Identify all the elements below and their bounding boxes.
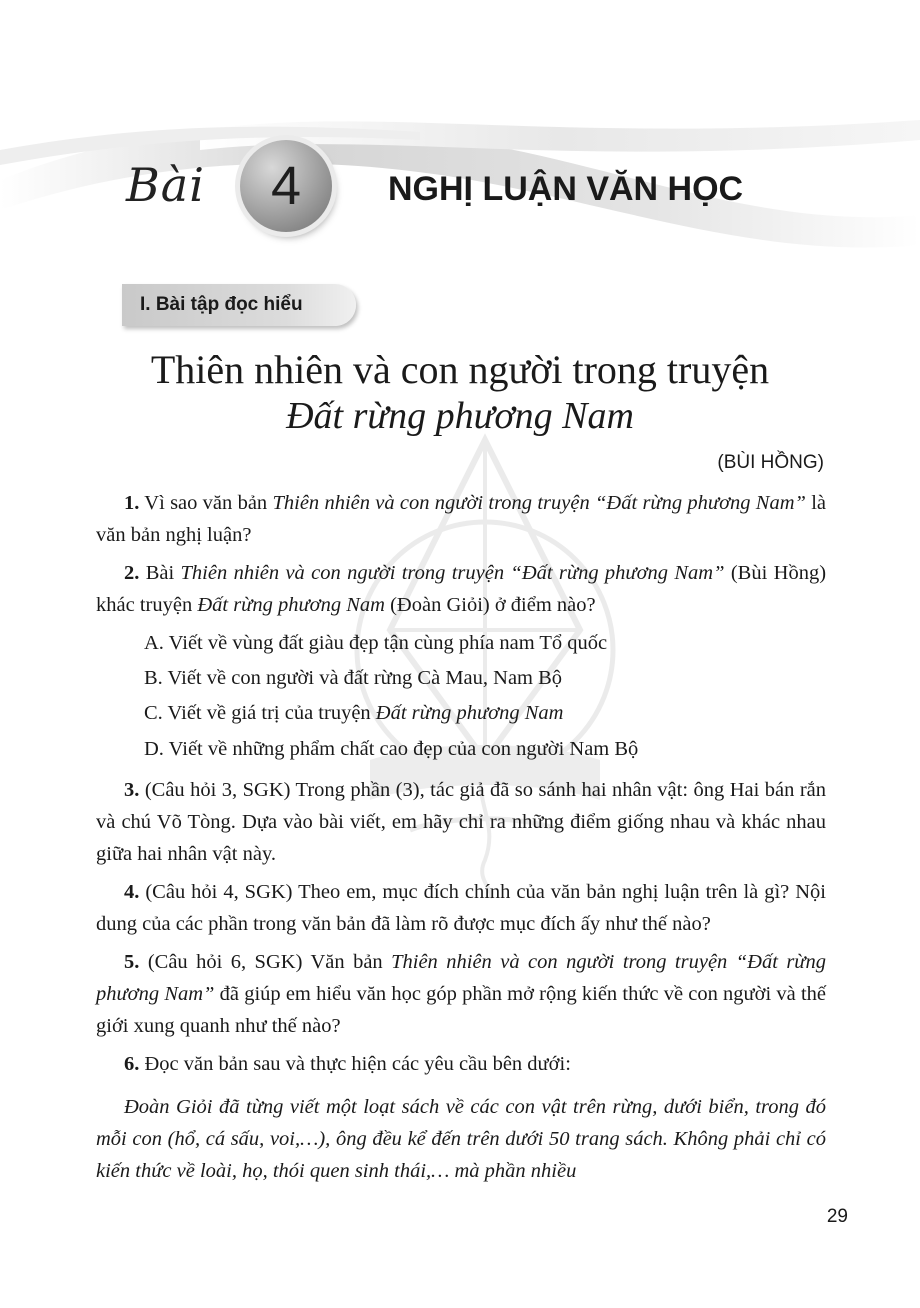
text-title-line2: Đất rừng phương Nam (286, 395, 634, 437)
question-number: 2. (124, 562, 140, 584)
question-1 (96, 487, 826, 551)
question-text: đã giúp em hiểu văn học góp phần mở rộng kiến thức về con người và thế giới xung quanh như thế nào? (96, 983, 826, 1037)
option-d: D. Viết về những phẩm chất cao đẹp của con người Nam Bộ (144, 738, 639, 760)
question-5 (96, 946, 826, 1042)
question-4 (96, 876, 826, 940)
option-b: B. Viết về con người và đất rừng Cà Mau, Nam Bộ (144, 667, 563, 689)
question-text: (Câu hỏi 4, SGK) Theo em, mục đích chính của văn bản nghị luận trên là gì? Nội dung của các phần trong văn bản đã làm rõ được mục đích ấy như thế nào? (96, 881, 826, 935)
question-italic-title: Đất rừng phương Nam (197, 594, 385, 616)
question-text: Đọc văn bản sau và thực hiện các yêu cầu bên dưới: (139, 1053, 571, 1075)
header-swoosh-decoration (0, 0, 920, 300)
question-text: (Câu hỏi 3, SGK) Trong phần (3), tác giả đã so sánh hai nhân vật: ông Hai bán rắn và chú Võ Tòng. Dựa vào bài viết, em hãy chỉ ra những điểm giống nhau và khác nhau giữa hai nhân vật này. (96, 779, 826, 865)
question-3 (96, 774, 826, 870)
lesson-word: Bài (126, 158, 205, 212)
question-italic-title: Thiên nhiên và con người trong truyện “Đất rừng phương Nam” (180, 562, 725, 584)
question-text: Bài (139, 562, 181, 584)
question-number: 4. (124, 881, 140, 903)
option-text: C. Viết về giá trị của truyện (144, 702, 376, 724)
lesson-number-badge (240, 140, 332, 232)
question-text: là văn bản nghị luận? (96, 492, 827, 546)
option-italic-title: Đất rừng phương Nam (375, 702, 564, 724)
question-number: 5. (124, 951, 140, 973)
question-text: (Câu hỏi 6, SGK) Văn bản (139, 951, 392, 973)
question-number: 1. (124, 492, 140, 514)
question-6 (96, 1048, 826, 1080)
question-italic-title: Thiên nhiên và con người trong truyện “Đất rừng phương Nam” (272, 492, 806, 514)
question-number: 3. (124, 779, 140, 801)
question-text: (Đoàn Giỏi) ở điểm nào? (384, 594, 596, 616)
question-text: Vì sao văn bản (139, 492, 273, 514)
lesson-number: 4 (270, 156, 302, 216)
question-number: 6. (124, 1053, 140, 1075)
option-a: A. Viết về vùng đất giàu đẹp tận cùng phía nam Tổ quốc (144, 632, 608, 654)
reading-passage: Đoàn Giỏi đã từng viết một loạt sách về các con vật trên rừng, dưới biển, trong đó mỗi con (hổ, cá sấu, voi,…), ông đều kể đến trên dưới 50 trang sách. Không phải chỉ có kiến thức về loài, họ, thói quen sinh thái,… mà phần nhiều (96, 1096, 826, 1182)
section-label: I. Bài tập đọc hiểu (140, 294, 303, 315)
text-title-line1: Thiên nhiên và con người trong truyện (150, 347, 770, 392)
question-text: (Bùi Hồng) khác truyện (96, 562, 827, 616)
section-tab (122, 284, 356, 326)
author-name: (BÙI HỒNG) (717, 452, 824, 473)
question-2 (96, 557, 826, 621)
page-number: 29 (826, 1206, 848, 1227)
lesson-title: NGHỊ LUẬN VĂN HỌC (388, 170, 744, 208)
option-c (144, 697, 563, 729)
question-italic-title: Thiên nhiên và con người trong truyện “Đất rừng phương Nam” (96, 951, 826, 1005)
